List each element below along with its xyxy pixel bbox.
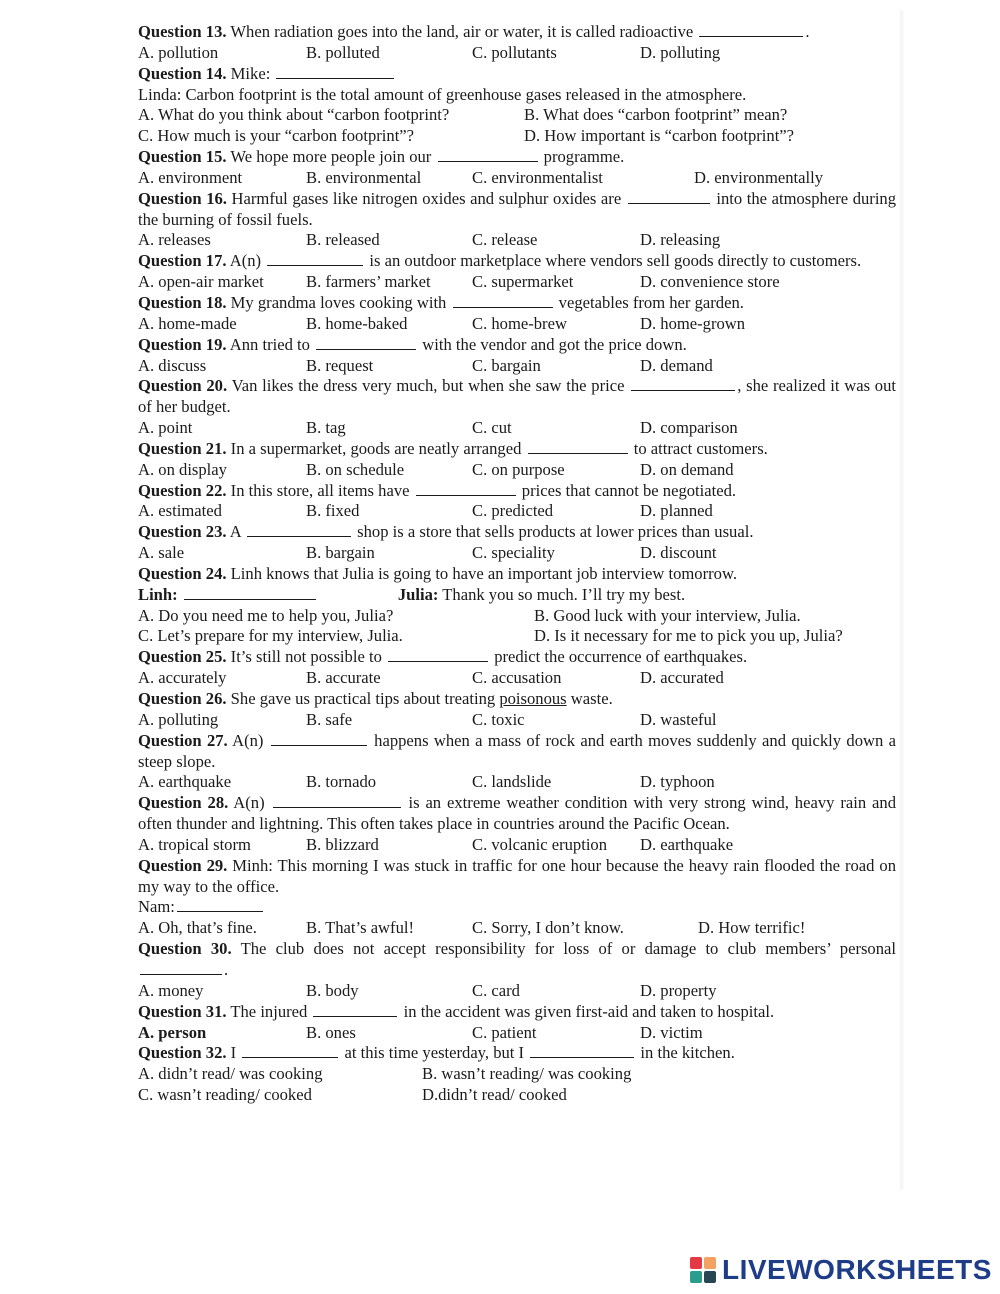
question-label: Question 21.	[138, 438, 227, 458]
option-a[interactable]: A. home-made	[138, 313, 237, 333]
option-a[interactable]: A. releases	[138, 230, 211, 250]
question-text: In this store, all items have	[230, 480, 410, 500]
question-19	[138, 335, 896, 377]
option-d[interactable]: D.didn’t read/ cooked	[422, 1085, 567, 1105]
question-label: Question 25.	[138, 647, 227, 667]
question-text-end: .	[805, 22, 810, 41]
answer-blank[interactable]	[416, 481, 516, 496]
option-c[interactable]: C. release	[472, 230, 538, 250]
question-text: Harmful gases like nitrogen oxides and sulphur oxides are	[231, 188, 622, 208]
question-26	[138, 689, 896, 731]
question-text-end: happens when a mass of rock and earth moves suddenly and quickly down a steep slope.	[138, 730, 896, 771]
answer-blank-2[interactable]	[530, 1043, 634, 1058]
logo-grid-icon	[690, 1257, 716, 1283]
option-b[interactable]: B. environmental	[306, 167, 422, 187]
option-c[interactable]: C. Let’s prepare for my interview, Julia.	[138, 626, 403, 646]
question-label: Question 30.	[138, 939, 232, 959]
option-b[interactable]: B. bargain	[306, 543, 375, 563]
question-16	[138, 189, 896, 252]
option-b[interactable]: B. tornado	[306, 772, 377, 792]
question-text: My grandma loves cooking with	[230, 292, 447, 312]
option-a[interactable]: A. sale	[138, 543, 185, 563]
option-a[interactable]: A. Oh, that’s fine.	[138, 918, 257, 938]
option-b[interactable]: B. home-baked	[306, 313, 408, 333]
option-a[interactable]: A. open-air market	[138, 272, 264, 292]
speaker-linh: Linh:	[138, 584, 178, 604]
option-c[interactable]: C. accusation	[472, 668, 562, 688]
logo-text: LIVEWORKSHEETS	[722, 1254, 992, 1285]
option-b[interactable]: B. body	[306, 980, 359, 1000]
question-text-end: .	[224, 959, 229, 979]
question-text-end: programme.	[543, 147, 625, 167]
option-b[interactable]: B. fixed	[306, 501, 360, 521]
option-d[interactable]: D. convenience store	[640, 272, 780, 292]
option-a[interactable]: A. discuss	[138, 355, 207, 375]
answer-blank[interactable]	[267, 251, 363, 266]
question-text-end: into the atmosphere during the burning of fossil fuels.	[138, 188, 897, 229]
option-b[interactable]: B. accurate	[306, 668, 381, 688]
answer-blank[interactable]	[631, 376, 735, 391]
option-d[interactable]: D. typhoon	[640, 772, 715, 792]
option-b[interactable]: B. ones	[306, 1022, 356, 1042]
question-label: Question 20.	[138, 376, 228, 396]
question-text-end: with the vendor and got the price down.	[422, 334, 687, 354]
question-text: In a supermarket, goods are neatly arranged	[230, 438, 522, 458]
page-edge	[900, 10, 904, 1190]
question-23	[138, 522, 896, 564]
option-d[interactable]: D. on demand	[640, 459, 734, 479]
question-text-end: to attract customers.	[633, 438, 768, 458]
option-a[interactable]: A. accurately	[138, 668, 227, 688]
option-a[interactable]: A. polluting	[138, 709, 219, 729]
question-label: Question 22.	[138, 480, 227, 500]
option-b[interactable]: B. request	[306, 355, 374, 375]
option-c[interactable]: C. pollutants	[472, 42, 557, 62]
option-a[interactable]: A. tropical storm	[138, 834, 251, 854]
option-c[interactable]: C. How much is your “carbon footprint”?	[138, 126, 415, 146]
question-text: When radiation goes into the land, air or water, it is called radioactive	[230, 22, 694, 41]
question-text-mid: at this time yesterday, but I	[344, 1043, 525, 1063]
answer-blank[interactable]	[628, 189, 710, 204]
answer-blank[interactable]	[388, 647, 488, 662]
worksheet	[138, 22, 896, 1106]
question-text: She gave us practical tips about treating	[230, 689, 496, 708]
answer-blank[interactable]	[140, 960, 222, 975]
option-b[interactable]: B. tag	[306, 418, 346, 438]
question-label: Question 19.	[138, 334, 227, 354]
question-18	[138, 293, 896, 335]
option-a[interactable]: A. estimated	[138, 501, 222, 521]
answer-blank[interactable]	[313, 1002, 397, 1017]
question-text-end: is an outdoor marketplace where vendors sell goods directly to customers.	[369, 251, 862, 271]
option-c[interactable]: C. landslide	[472, 772, 552, 792]
question-text: Van likes the dress very much, but when she saw the price	[231, 376, 625, 396]
question-text-end: is an extreme weather condition with very strong wind, heavy rain and often thunder and lightning. This often takes place in countries around the Pacific Ocean.	[138, 793, 897, 834]
question-label: Question 24.	[138, 563, 227, 583]
option-b[interactable]: B. safe	[306, 709, 353, 729]
option-c[interactable]: C. wasn’t reading/ cooked	[138, 1085, 312, 1105]
option-c[interactable]: C. cut	[472, 418, 512, 438]
question-text: A(n)	[229, 251, 262, 271]
question-label: Question 23.	[138, 522, 227, 542]
option-c[interactable]: C. environmentalist	[472, 167, 603, 187]
answer-blank-1[interactable]	[242, 1043, 338, 1058]
option-c[interactable]: C. bargain	[472, 355, 541, 375]
question-label: Question 15.	[138, 147, 227, 167]
question-14	[138, 64, 896, 147]
question-text-end: prices that cannot be negotiated.	[521, 480, 737, 500]
julia-reply: Thank you so much. I’ll try my best.	[442, 584, 686, 604]
question-text: A(n)	[232, 730, 264, 750]
question-text: A	[229, 522, 241, 542]
option-c[interactable]: C. patient	[472, 1022, 537, 1042]
answer-blank[interactable]	[528, 439, 628, 454]
underlined-word: poisonous	[499, 689, 567, 708]
question-label: Question 14.	[138, 63, 227, 83]
answer-blank[interactable]	[438, 147, 538, 162]
option-d[interactable]: D. earthquake	[640, 834, 734, 854]
option-d[interactable]: D. How terrific!	[698, 918, 806, 938]
option-a[interactable]: A. earthquake	[138, 772, 232, 792]
option-d[interactable]: D. How important is “carbon footprint”?	[524, 126, 795, 146]
question-24	[138, 564, 896, 647]
question-13	[138, 22, 896, 64]
question-30	[138, 939, 896, 1002]
speaker-mike: Mike:	[230, 63, 271, 83]
option-b[interactable]: B. released	[306, 230, 380, 250]
option-c[interactable]: C. predicted	[472, 501, 554, 521]
option-a[interactable]: A. What do you think about “carbon footprint?	[138, 105, 450, 125]
option-d[interactable]: D. environmentally	[694, 167, 824, 187]
question-text-end: shop is a store that sells products at lower prices than usual.	[357, 522, 754, 542]
option-b[interactable]: B. That’s awful!	[306, 918, 414, 938]
answer-blank[interactable]	[273, 793, 401, 808]
option-d[interactable]: D. home-grown	[640, 313, 746, 333]
option-a[interactable]: A. money	[138, 980, 204, 1000]
option-d[interactable]: D. victim	[640, 1022, 703, 1042]
question-text-end: in the kitchen.	[640, 1043, 735, 1063]
option-b[interactable]: B. farmers’ market	[306, 272, 431, 292]
question-17	[138, 251, 896, 293]
answer-blank[interactable]	[271, 731, 367, 746]
speaker-linda-line: Linda: Carbon footprint is the total amount of greenhouse gases released in the atmosphere.	[138, 84, 747, 104]
question-text-end: vegetables from her garden.	[558, 292, 744, 312]
question-20	[138, 376, 896, 439]
option-c[interactable]: C. on purpose	[472, 459, 565, 479]
question-text: A(n)	[233, 793, 265, 813]
question-25	[138, 647, 896, 689]
question-text-end: predict the occurrence of earthquakes.	[494, 647, 748, 667]
option-d[interactable]: D. discount	[640, 543, 717, 563]
question-text: Minh: This morning I was stuck in traffic for one hour because the heavy rain flooded the road on my way to the office.	[138, 855, 896, 896]
question-label: Question 26.	[138, 689, 227, 708]
option-a[interactable]: A. Do you need me to help you, Julia?	[138, 605, 394, 625]
question-text: Linh knows that Julia is going to have an important job interview tomorrow.	[230, 563, 738, 583]
option-b[interactable]: B. wasn’t reading/ was cooking	[422, 1064, 632, 1084]
question-text: Ann tried to	[229, 334, 310, 354]
option-d[interactable]: D. planned	[640, 501, 713, 521]
option-d[interactable]: D. accurated	[640, 668, 724, 688]
question-label: Question 28.	[138, 793, 229, 813]
question-text: The injured	[230, 1001, 308, 1021]
option-d[interactable]: D. Is it necessary for me to pick you up, Julia?	[534, 626, 843, 646]
option-b[interactable]: B. polluted	[306, 42, 380, 62]
question-label: Question 31.	[138, 1001, 227, 1021]
question-label: Question 32.	[138, 1043, 227, 1063]
speaker-julia: Julia:	[397, 584, 439, 604]
answer-blank[interactable]	[247, 522, 351, 537]
answer-blank[interactable]	[453, 293, 553, 308]
option-c[interactable]: C. card	[472, 980, 520, 1000]
question-label: Question 18.	[138, 292, 227, 312]
question-text: The club does not accept responsibility for loss of or damage to club members’ personal	[240, 939, 896, 959]
question-15	[138, 147, 896, 189]
option-d[interactable]: D. polluting	[640, 42, 721, 62]
question-text-end: in the accident was given first-aid and taken to hospital.	[403, 1001, 775, 1021]
option-b[interactable]: B. What does “carbon footprint” mean?	[524, 105, 788, 125]
option-a[interactable]: A. pollution	[138, 42, 219, 62]
question-22	[138, 481, 896, 523]
answer-blank[interactable]	[184, 585, 316, 600]
option-b[interactable]: B. blizzard	[306, 834, 379, 854]
speaker-nam: Nam:	[138, 897, 175, 917]
question-text: We hope more people join our	[230, 147, 432, 167]
option-a[interactable]: A. environment	[138, 167, 243, 187]
answer-blank[interactable]	[316, 335, 416, 350]
question-label: Question 27.	[138, 730, 228, 750]
option-a[interactable]: A. on display	[138, 459, 227, 479]
question-32	[138, 1043, 896, 1106]
question-label: Question 16.	[138, 188, 227, 208]
question-27	[138, 731, 896, 794]
question-label: Question 29.	[138, 855, 228, 875]
question-text: It’s still not possible to	[230, 647, 382, 667]
option-d[interactable]: D. property	[640, 980, 717, 1000]
option-d[interactable]: D. demand	[640, 355, 713, 375]
option-c[interactable]: C. supermarket	[472, 272, 574, 292]
option-c[interactable]: C. Sorry, I don’t know.	[472, 918, 624, 938]
option-d[interactable]: D. comparison	[640, 418, 738, 438]
option-d[interactable]: D. releasing	[640, 230, 721, 250]
option-c[interactable]: C. toxic	[472, 709, 525, 729]
question-label: Question 13.	[138, 22, 227, 41]
question-21	[138, 439, 896, 481]
option-b[interactable]: B. on schedule	[306, 459, 405, 479]
question-31	[138, 1002, 896, 1044]
option-c[interactable]: C. speciality	[472, 543, 555, 563]
question-text-end: , she realized it was out of her budget.	[138, 376, 897, 417]
question-28	[138, 793, 896, 856]
liveworksheets-logo[interactable]	[690, 1254, 992, 1286]
option-d[interactable]: D. wasteful	[640, 709, 717, 729]
option-a[interactable]: A. point	[138, 418, 193, 438]
option-c[interactable]: C. volcanic eruption	[472, 834, 608, 854]
option-a[interactable]: A. didn’t read/ was cooking	[138, 1064, 323, 1084]
answer-blank[interactable]	[276, 64, 394, 79]
option-c[interactable]: C. home-brew	[472, 313, 567, 333]
question-text-end: waste.	[570, 689, 613, 708]
option-b[interactable]: B. Good luck with your interview, Julia.	[534, 605, 801, 625]
answer-blank[interactable]	[699, 22, 803, 37]
question-29	[138, 856, 896, 939]
question-text: I	[230, 1043, 237, 1063]
answer-blank[interactable]	[177, 897, 263, 912]
question-label: Question 17.	[138, 251, 227, 271]
option-a[interactable]: A. person	[138, 1022, 207, 1042]
